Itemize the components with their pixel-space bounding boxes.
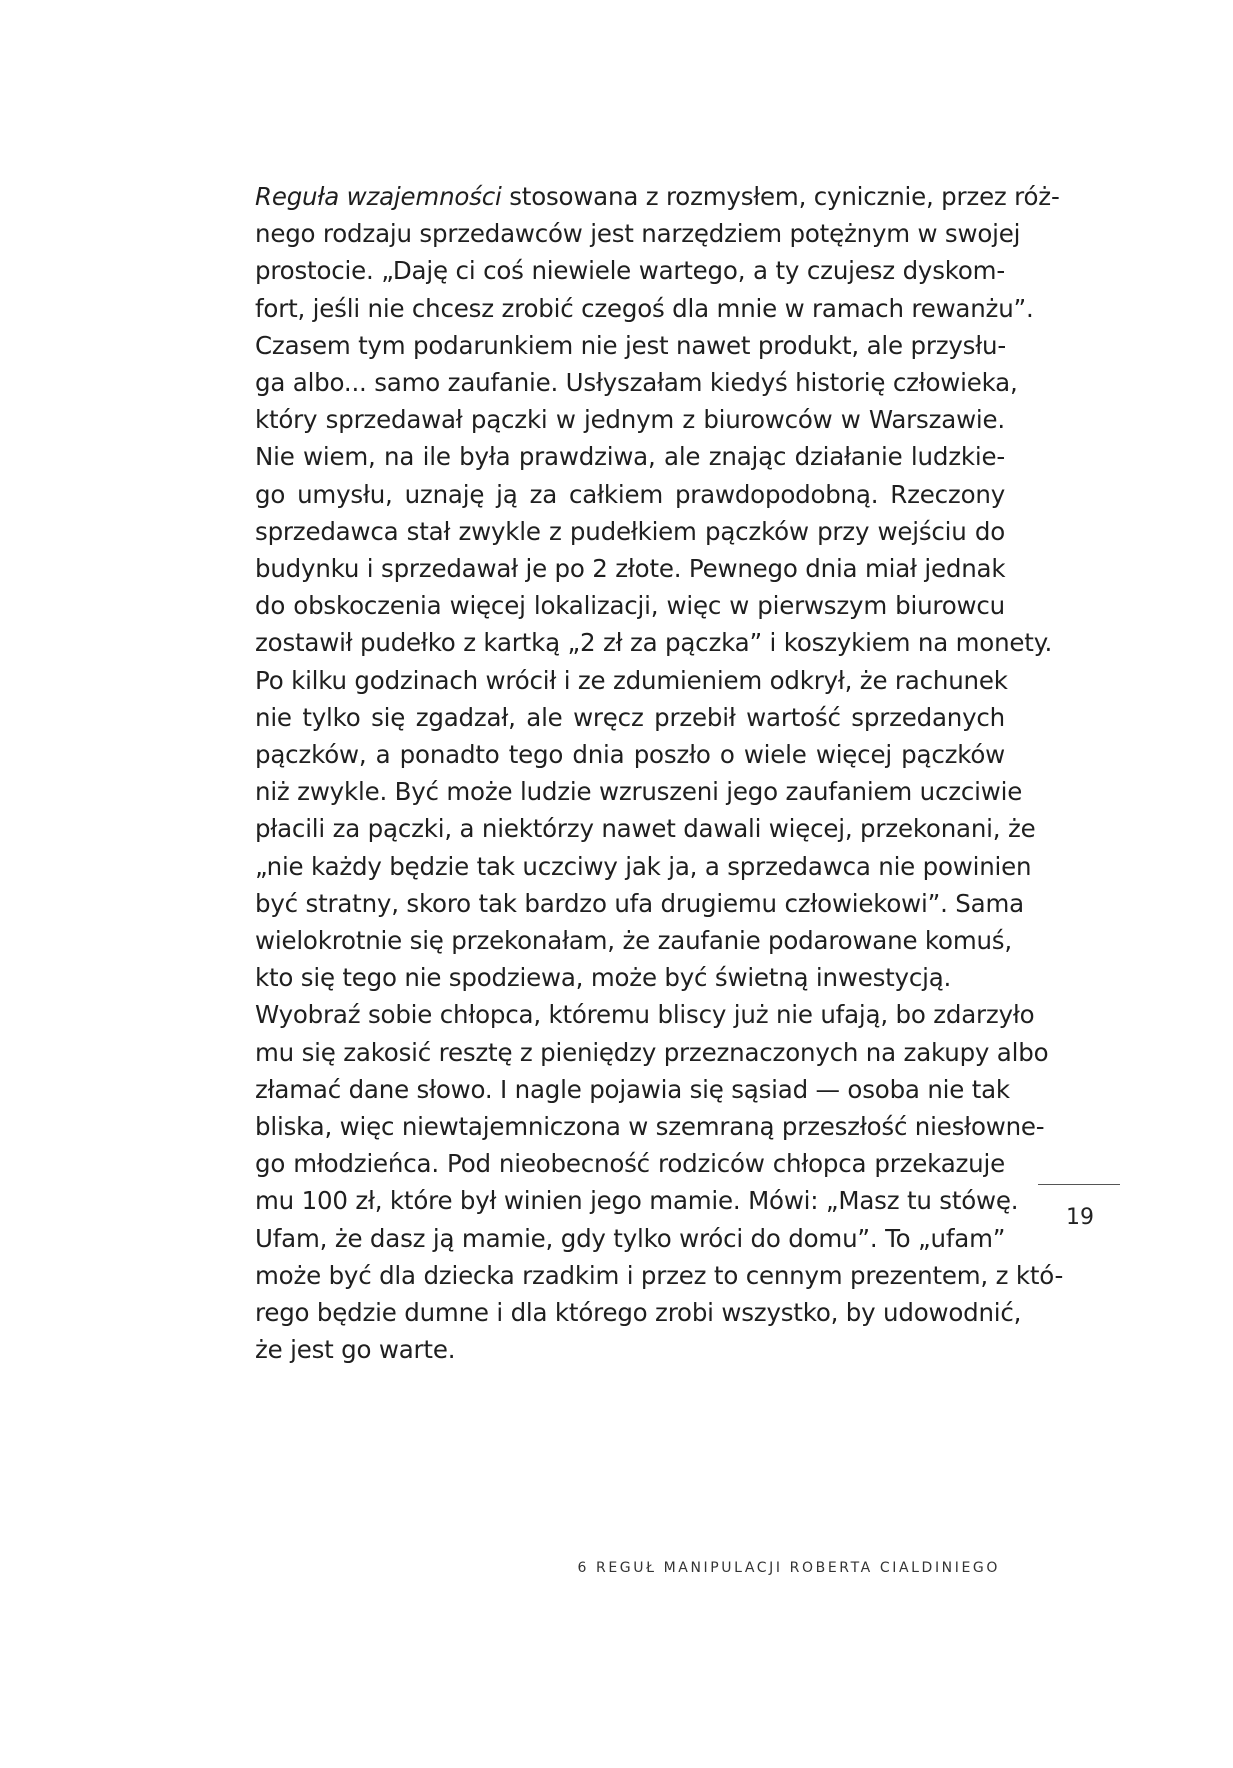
text-line: rego będzie dumne i dla którego zrobi wszystko, by udowodnić, <box>255 1298 1022 1328</box>
text-line: sprzedawca stał zwykle z pudełkiem pączków przy wejściu do <box>255 516 1005 546</box>
text-line: „nie każdy będzie tak uczciwy jak ja, a sprzedawca nie powinien <box>255 851 1032 881</box>
page-number: 19 <box>1066 1205 1094 1230</box>
text-line: budynku i sprzedawał je po 2 złote. Pewnego dnia miał jednak <box>255 554 1006 584</box>
text-line: nego rodzaju sprzedawców jest narzędziem potężnym w swojej <box>255 219 1021 249</box>
text-line: ga albo... samo zaufanie. Usłyszałam kiedyś historię człowieka, <box>255 368 1018 398</box>
paragraph-1 <box>255 178 1060 996</box>
text-line: Wyobraź sobie chłopca, któremu bliscy już nie ufają, bo zdarzyło <box>255 1000 1035 1030</box>
text-line: Ufam, że dasz ją mamie, gdy tylko wróci do domu”. To „ufam” <box>255 1223 1006 1253</box>
text-line: być stratny, skoro tak bardzo ufa drugiemu człowiekowi”. Sama <box>255 888 1024 918</box>
italic-term: Reguła wzajemności <box>255 182 502 211</box>
text-line: Reguła wzajemności stosowana z rozmysłem, cynicznie, przez róż- <box>255 182 1060 211</box>
page-number-rule <box>1038 1184 1120 1185</box>
text-line: zostawił pudełko z kartką „2 zł za pączka” i koszykiem na monety. <box>255 628 1053 658</box>
text-line: Po kilku godzinach wrócił i ze zdumieniem odkrył, że rachunek <box>255 665 1008 695</box>
text-line: go umysłu, uznaję ją za całkiem prawdopodobną. Rzeczony <box>255 479 1005 509</box>
text-line: który sprzedawał pączki w jednym z biurowców w Warszawie. <box>255 405 1005 435</box>
text-line: złamać dane słowo. I nagle pojawia się sąsiad — osoba nie tak <box>255 1074 1010 1104</box>
text-line: Nie wiem, na ile była prawdziwa, ale znając działanie ludzkie- <box>255 442 1005 472</box>
text-line: prostocie. „Daję ci coś niewiele wartego, a ty czujesz dyskom- <box>255 256 1005 286</box>
text-line: że jest go warte. <box>255 1335 456 1365</box>
text-line: kto się tego nie spodziewa, może być świetną inwestycją. <box>255 963 952 993</box>
running-footer: 6 REGUŁ MANIPULACJI ROBERTA CIALDINIEGO <box>577 1560 1000 1576</box>
text-line: niż zwykle. Być może ludzie wzruszeni jego zaufaniem uczciwie <box>255 777 1023 807</box>
text-line: do obskoczenia więcej lokalizacji, więc w pierwszym biurowcu <box>255 591 1005 621</box>
text-line: fort, jeśli nie chcesz zrobić czegoś dla mnie w ramach rewanżu”. <box>255 293 1034 323</box>
text-line: wielokrotnie się przekonałam, że zaufanie podarowane komuś, <box>255 926 1012 956</box>
body-text <box>255 178 1064 1369</box>
text-line: nie tylko się zgadzał, ale wręcz przebił wartość sprzedanych <box>255 702 1005 732</box>
text-line: go młodzieńca. Pod nieobecność rodziców chłopca przekazuje <box>255 1149 1005 1179</box>
text-line: pączków, a ponadto tego dnia poszło o wiele więcej pączków <box>255 740 1005 770</box>
text-line: Czasem tym podarunkiem nie jest nawet produkt, ale przysłu- <box>255 330 1006 360</box>
paragraph-2 <box>255 996 1064 1368</box>
text-line: bliska, więc niewtajemniczona w szemraną przeszłość niesłowne- <box>255 1112 1045 1142</box>
text-line: mu 100 zł, które był winien jego mamie. Mówi: „Masz tu stówę. <box>255 1186 1019 1216</box>
text-line: mu się zakosić resztę z pieniędzy przeznaczonych na zakupy albo <box>255 1037 1049 1067</box>
text-line: może być dla dziecka rzadkim i przez to cennym prezentem, z któ- <box>255 1260 1064 1290</box>
text-line: płacili za pączki, a niektórzy nawet dawali więcej, przekonani, że <box>255 814 1036 844</box>
